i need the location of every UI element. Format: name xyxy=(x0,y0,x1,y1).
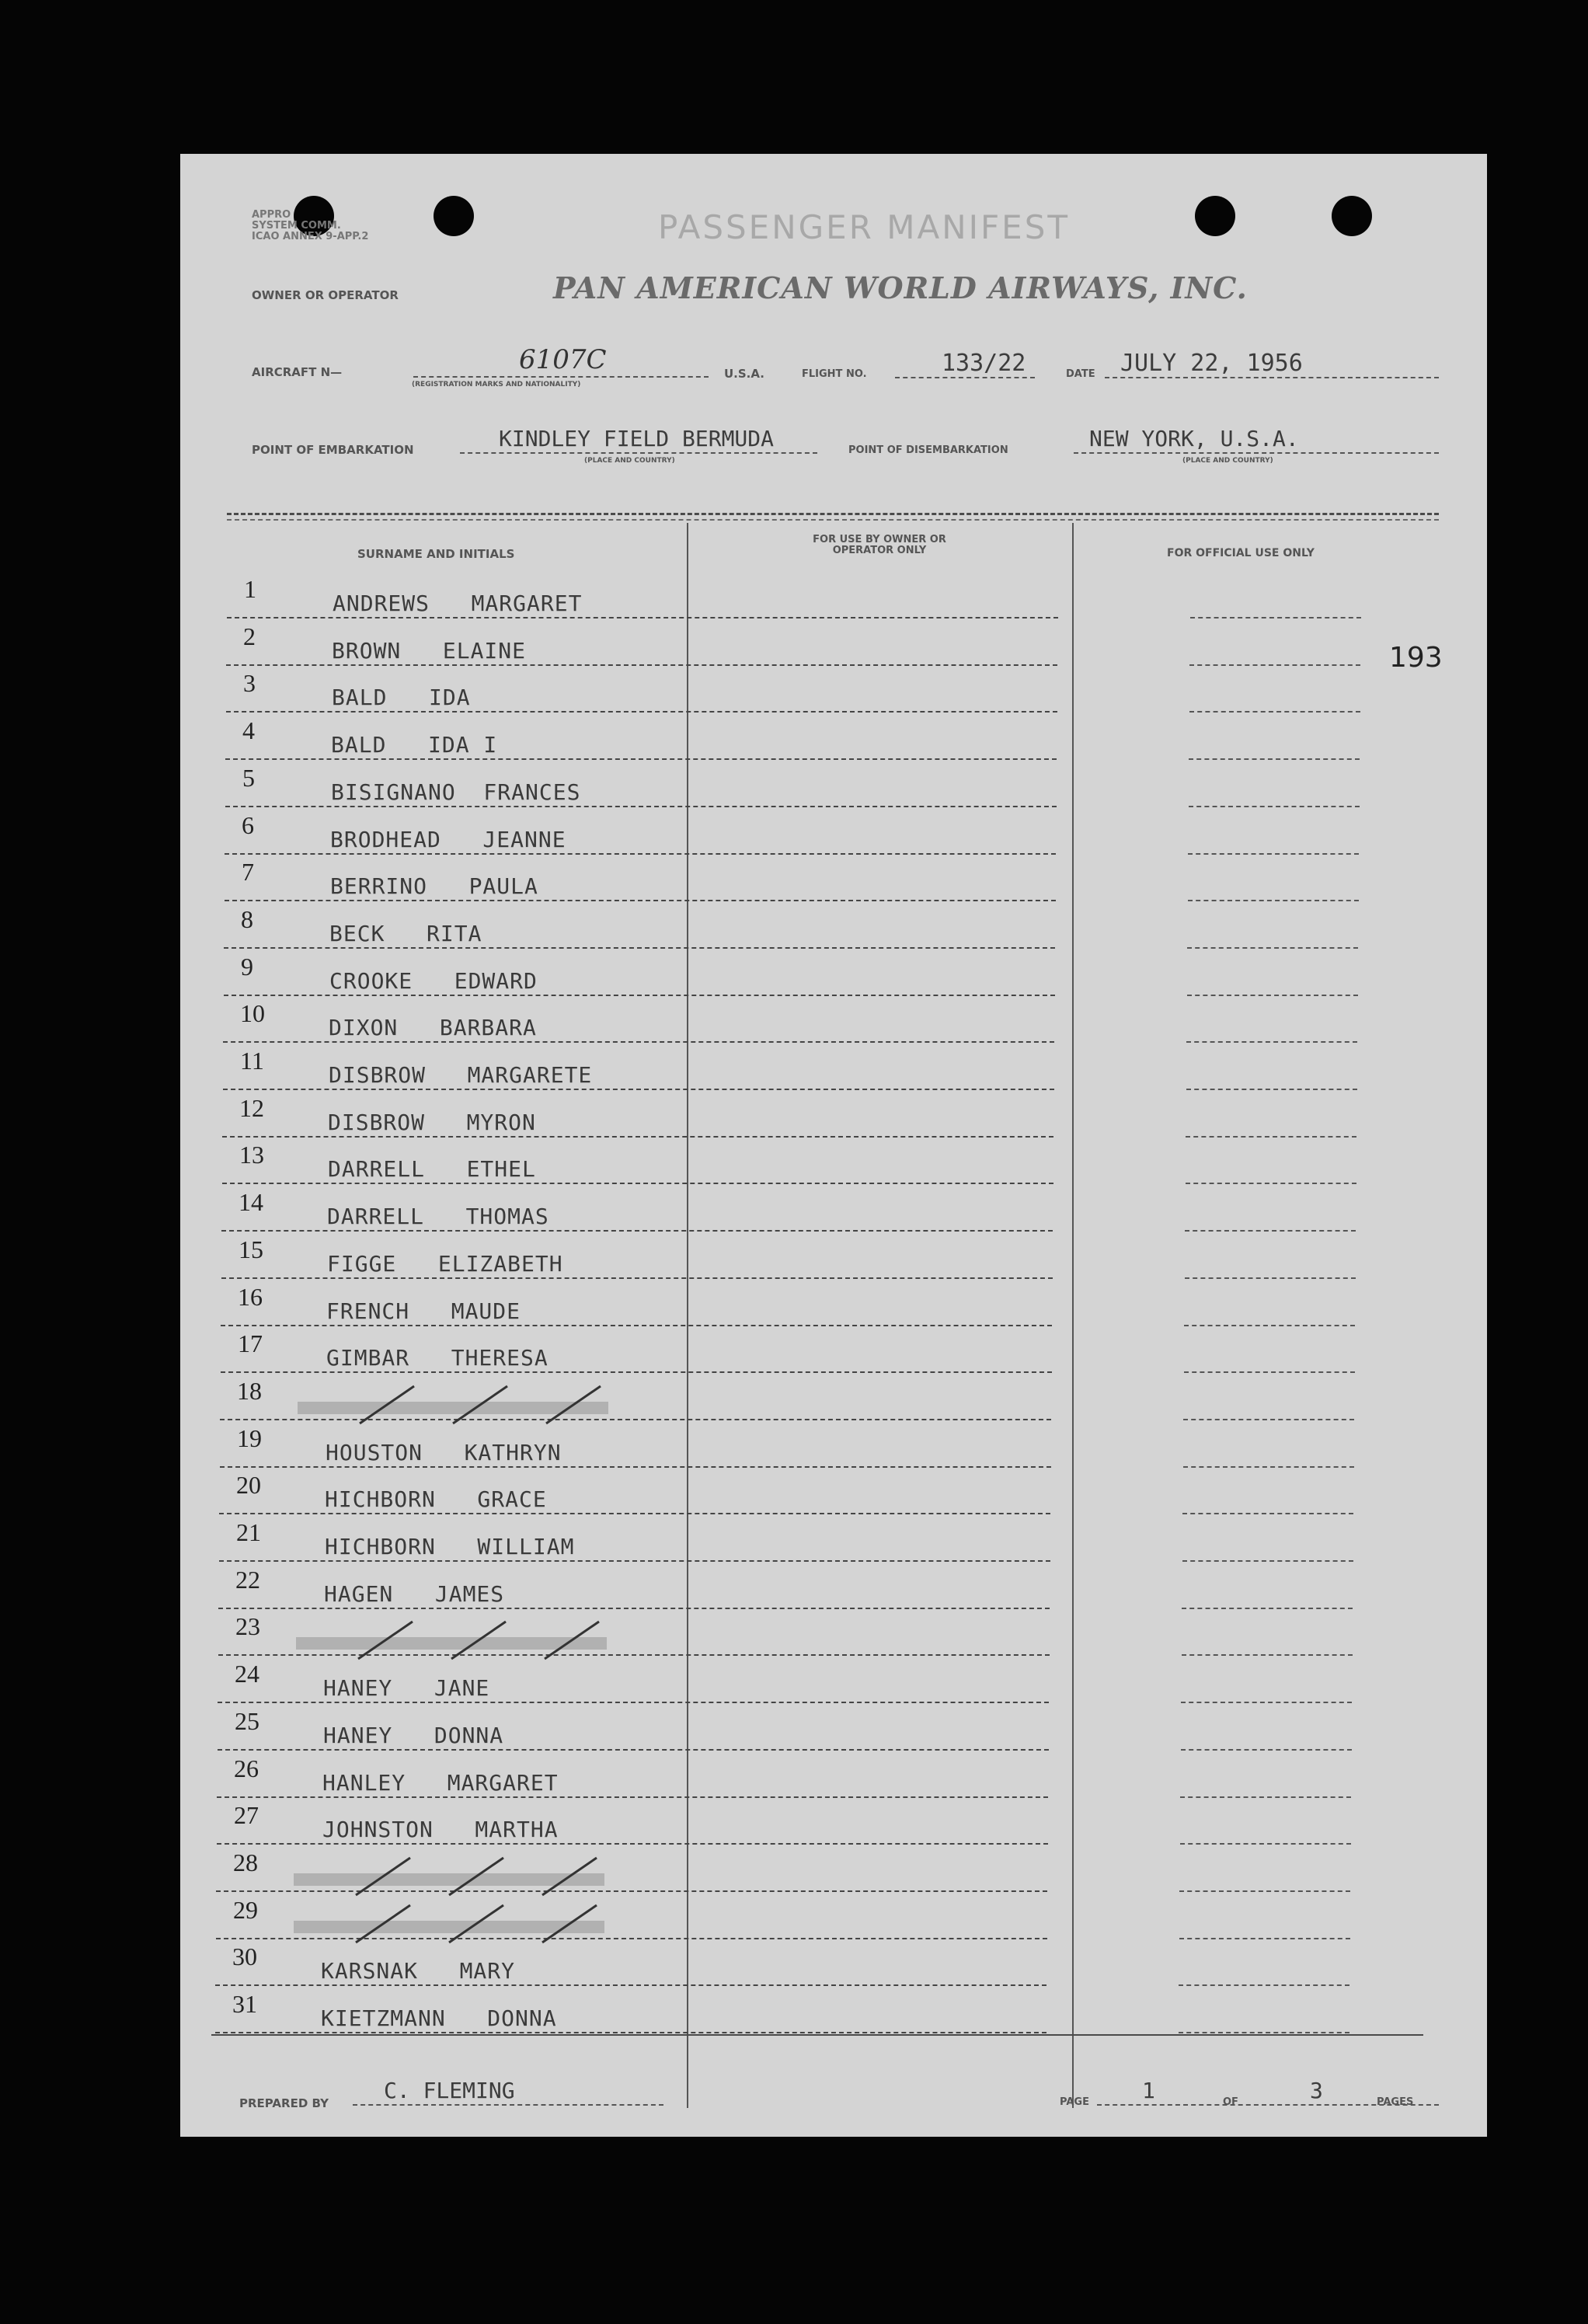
row-number: 1 xyxy=(244,575,256,603)
row-line xyxy=(218,1702,1049,1703)
passenger-name: BALD IDA xyxy=(332,685,471,711)
passenger-name: HICHBORN GRACE xyxy=(325,1486,547,1513)
official-row-line xyxy=(1183,1419,1354,1420)
official-row-line xyxy=(1181,1702,1352,1703)
passenger-name: FIGGE ELIZABETH xyxy=(327,1250,563,1277)
date-label: DATE xyxy=(1066,368,1095,380)
row-number: 11 xyxy=(240,1047,264,1075)
passenger-name: DISBROW MARGARETE xyxy=(329,1062,593,1088)
row-number: 2 xyxy=(243,622,256,650)
passenger-name: HANEY DONNA xyxy=(323,1722,504,1748)
passenger-name: HANLEY MARGARET xyxy=(322,1769,559,1796)
row-number: 26 xyxy=(234,1754,259,1782)
official-row-line xyxy=(1189,711,1360,713)
passenger-name: JOHNSTON MARTHA xyxy=(322,1817,559,1843)
aircraft-underline xyxy=(413,376,709,378)
row-line xyxy=(221,1371,1052,1373)
approval-line: APPRO xyxy=(252,209,291,221)
date-value: JULY 22, 1956 xyxy=(1120,350,1303,377)
row-number: 15 xyxy=(239,1235,263,1263)
row-line xyxy=(220,1466,1051,1468)
passenger-name: GIMBAR THERESA xyxy=(326,1345,548,1371)
row-number: 6 xyxy=(242,810,254,839)
passenger-name: KARSNAK MARY xyxy=(321,1958,516,1984)
official-row-line xyxy=(1186,1136,1356,1138)
official-row-line xyxy=(1183,1466,1354,1468)
official-row-line xyxy=(1187,947,1358,949)
disembark-underline xyxy=(1074,452,1439,454)
row-number: 29 xyxy=(233,1895,258,1924)
row-number: 5 xyxy=(242,763,255,792)
row-line xyxy=(222,1136,1053,1138)
row-number: 18 xyxy=(237,1376,262,1405)
column-divider-1 xyxy=(687,523,688,2108)
official-row-line xyxy=(1184,1325,1355,1326)
embark-label: POINT OF EMBARKATION xyxy=(252,443,414,457)
row-line xyxy=(225,900,1056,901)
official-row-line xyxy=(1189,758,1360,760)
flight-label: FLIGHT NO. xyxy=(802,368,867,380)
row-line xyxy=(219,1560,1050,1562)
row-number: 21 xyxy=(236,1518,261,1546)
official-row-line xyxy=(1185,1277,1356,1279)
page-note: 193 xyxy=(1389,642,1443,674)
row-number: 23 xyxy=(235,1612,260,1641)
table-top-rule2 xyxy=(227,519,1439,521)
passenger-name: FRENCH MAUDE xyxy=(326,1298,521,1324)
passenger-name: HOUSTON KATHRYN xyxy=(326,1439,562,1465)
punch-hole xyxy=(1332,196,1372,236)
struck-out-entry xyxy=(286,1901,643,1947)
row-line xyxy=(218,1608,1050,1609)
passenger-name: BRODHEAD JEANNE xyxy=(330,826,566,852)
passenger-name: DISBROW MYRON xyxy=(328,1109,536,1135)
passenger-name: HAGEN JAMES xyxy=(324,1580,505,1607)
official-row-line xyxy=(1184,1371,1355,1373)
passenger-name: DARRELL THOMAS xyxy=(327,1204,549,1230)
embark-value: KINDLEY FIELD BERMUDA xyxy=(499,426,775,451)
embark-sublabel: (PLACE AND COUNTRY) xyxy=(584,457,675,465)
passenger-name: BECK RITA xyxy=(329,920,482,946)
row-number: 4 xyxy=(242,716,255,745)
row-number: 10 xyxy=(240,999,265,1028)
page-value: 1 xyxy=(1142,2078,1155,2103)
col-header-official: FOR OFFICIAL USE ONLY xyxy=(1167,547,1315,559)
official-row-line xyxy=(1188,900,1359,901)
row-number: 17 xyxy=(238,1329,263,1358)
row-number: 28 xyxy=(233,1848,258,1876)
row-number: 12 xyxy=(239,1093,264,1122)
of-value: 3 xyxy=(1310,2078,1323,2103)
table-top-rule xyxy=(227,513,1439,515)
passenger-name: HICHBORN WILLIAM xyxy=(325,1534,575,1559)
official-row-line xyxy=(1180,1843,1351,1845)
row-line xyxy=(226,664,1057,666)
row-line xyxy=(224,995,1055,996)
official-row-line xyxy=(1186,1089,1357,1090)
row-line xyxy=(219,1513,1050,1514)
punch-hole xyxy=(1195,196,1235,236)
passenger-name: HANEY JANE xyxy=(323,1675,490,1702)
aircraft-sublabel: (REGISTRATION MARKS AND NATIONALITY) xyxy=(412,381,581,388)
aircraft-value: 6107C xyxy=(519,344,607,375)
passenger-name: KIETZMANN DONNA xyxy=(321,2005,557,2031)
row-line xyxy=(225,853,1056,855)
row-number: 30 xyxy=(232,1942,257,1971)
row-line xyxy=(224,947,1055,949)
passenger-name: BISIGNANO FRANCES xyxy=(331,779,581,805)
approval-line: ICAO ANNEX 9-APP.2 xyxy=(252,231,369,242)
disembark-sublabel: (PLACE AND COUNTRY) xyxy=(1182,457,1273,465)
official-row-line xyxy=(1188,853,1359,855)
date-underline xyxy=(1105,377,1439,378)
col-header-names: SURNAME AND INITIALS xyxy=(357,547,515,561)
official-row-line xyxy=(1186,1183,1356,1184)
row-line xyxy=(218,1749,1049,1751)
row-line xyxy=(221,1277,1053,1279)
prepared-label: PREPARED BY xyxy=(239,2096,329,2110)
row-line xyxy=(222,1183,1053,1184)
owner-label: OWNER OR OPERATOR xyxy=(252,288,399,302)
embark-underline xyxy=(460,452,817,454)
page-underline xyxy=(1097,2104,1439,2106)
row-line xyxy=(225,758,1057,760)
official-row-line xyxy=(1186,1041,1357,1043)
official-row-line xyxy=(1179,1984,1349,1986)
airline-name: PAN AMERICAN WORLD AIRWAYS, INC. xyxy=(553,270,1248,305)
col-header-owner: FOR USE BY OWNER OR OPERATOR ONLY xyxy=(813,534,946,556)
official-row-line xyxy=(1179,2032,1349,2033)
row-line xyxy=(226,711,1057,713)
official-row-line xyxy=(1181,1749,1352,1751)
passenger-name: CROOKE EDWARD xyxy=(329,967,538,994)
official-row-line xyxy=(1180,1796,1351,1798)
disembark-label: POINT OF DISEMBARKATION xyxy=(848,444,1008,456)
row-number: 31 xyxy=(232,1990,257,2018)
page-label: PAGE xyxy=(1060,2096,1089,2108)
official-row-line xyxy=(1189,806,1360,807)
manifest-sheet xyxy=(180,154,1487,2137)
struck-out-entry xyxy=(290,1382,647,1428)
row-number: 16 xyxy=(238,1282,263,1311)
row-line xyxy=(227,617,1058,618)
row-number: 27 xyxy=(234,1801,259,1830)
struck-out-entry xyxy=(286,1853,643,1900)
passenger-name: ANDREWS MARGARET xyxy=(333,591,583,616)
row-number: 7 xyxy=(242,858,254,887)
official-row-line xyxy=(1182,1560,1353,1562)
passenger-name: BROWN ELAINE xyxy=(332,637,527,664)
official-row-line xyxy=(1182,1513,1353,1514)
row-line xyxy=(217,1843,1048,1845)
row-number: 8 xyxy=(241,904,253,933)
row-number: 3 xyxy=(243,669,256,698)
flight-value: 133/22 xyxy=(942,350,1026,377)
row-number: 13 xyxy=(239,1141,264,1169)
row-line xyxy=(217,1796,1048,1798)
passenger-name: BALD IDA I xyxy=(331,732,498,758)
row-number: 25 xyxy=(235,1706,259,1735)
flight-underline xyxy=(895,377,1035,378)
passenger-name: BERRINO PAULA xyxy=(330,873,538,900)
official-row-line xyxy=(1182,1608,1353,1609)
row-line xyxy=(221,1230,1053,1232)
row-number: 20 xyxy=(236,1471,261,1500)
passenger-name: DIXON BARBARA xyxy=(329,1015,537,1041)
row-number: 9 xyxy=(241,952,253,981)
official-row-line xyxy=(1179,1938,1350,1939)
row-number: 14 xyxy=(239,1188,263,1217)
disembark-value: NEW YORK, U.S.A. xyxy=(1089,426,1299,451)
row-line xyxy=(223,1089,1054,1090)
row-line xyxy=(223,1041,1054,1043)
punch-hole xyxy=(434,196,474,236)
usa-label: U.S.A. xyxy=(724,367,764,381)
official-row-line xyxy=(1189,664,1360,666)
row-line xyxy=(215,2032,1046,2033)
passenger-name: DARRELL ETHEL xyxy=(328,1156,536,1183)
official-row-line xyxy=(1190,617,1361,618)
row-number: 24 xyxy=(235,1660,259,1688)
official-row-line xyxy=(1187,995,1358,996)
approval-note xyxy=(252,210,368,242)
official-row-line xyxy=(1179,1890,1350,1892)
approval-line: SYSTEM COMM. xyxy=(252,220,341,232)
row-number: 19 xyxy=(237,1423,262,1452)
column-divider-2 xyxy=(1072,523,1074,2108)
of-label: OF xyxy=(1223,2096,1238,2108)
prepared-value: C. FLEMING xyxy=(384,2078,515,2103)
aircraft-label: AIRCRAFT N— xyxy=(252,365,343,379)
prepared-underline xyxy=(353,2104,663,2106)
row-line xyxy=(225,806,1057,807)
struck-out-entry xyxy=(288,1617,646,1664)
official-row-line xyxy=(1185,1230,1356,1232)
pages-label: PAGES xyxy=(1377,2096,1414,2108)
table-bottom-rule xyxy=(211,2034,1423,2036)
page-title: PASSENGER MANIFEST xyxy=(657,208,1071,246)
row-line xyxy=(215,1984,1046,1986)
row-number: 22 xyxy=(235,1565,260,1594)
row-line xyxy=(221,1325,1052,1326)
official-row-line xyxy=(1182,1654,1353,1656)
